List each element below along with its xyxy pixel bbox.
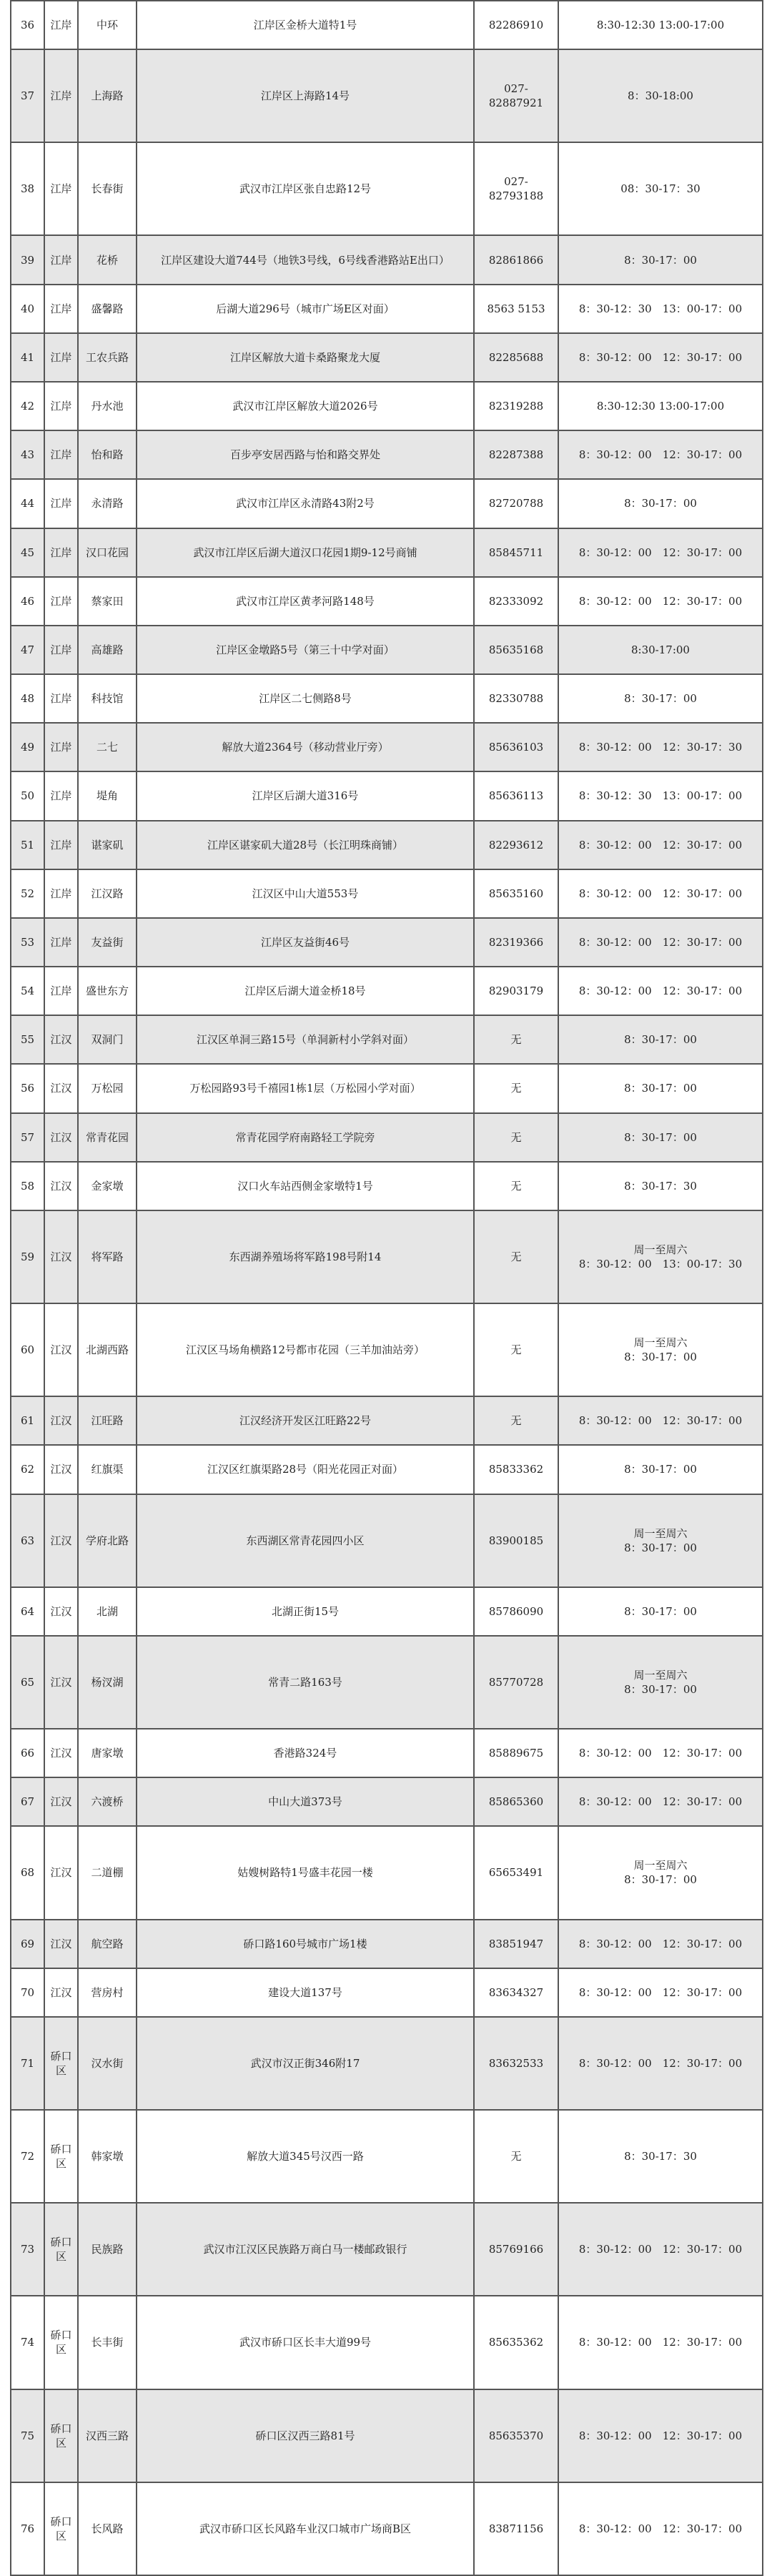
cell-business-hours: 8:30-12:30 13:00-17:00 [558,382,763,430]
cell-row-number: 59 [11,1210,44,1303]
cell-phone: 65653491 [474,1826,558,1919]
cell-branch-name: 杨汊湖 [78,1636,137,1729]
table-row [11,382,763,430]
cell-row-number: 50 [11,771,44,820]
cell-address: 解放大道345号汉西一路 [137,2110,474,2203]
cell-branch-name: 韩家墩 [78,2110,137,2203]
cell-row-number: 47 [11,626,44,674]
cell-branch-name: 万松园 [78,1064,137,1112]
cell-row-number: 45 [11,528,44,577]
cell-district: 硚口区 [44,2389,78,2482]
cell-district: 江岸 [44,142,78,235]
cell-district: 硚口区 [44,2110,78,2203]
table-row [11,430,763,479]
cell-row-number: 48 [11,674,44,723]
cell-address: 硚口路160号城市广场1楼 [137,1920,474,1968]
table-row [11,918,763,967]
cell-address: 姑嫂树路特1号盛丰花园一楼 [137,1826,474,1919]
cell-phone: 85889675 [474,1729,558,1777]
cell-branch-name: 长风路 [78,2482,137,2575]
cell-row-number: 71 [11,2017,44,2110]
cell-address: 武汉市江岸区解放大道2026号 [137,382,474,430]
cell-address: 后湖大道296号（城市广场E区对面） [137,285,474,333]
table-row [11,49,763,142]
cell-address: 江岸区解放大道卡桑路聚龙大厦 [137,333,474,382]
cell-business-hours: 8：30-17：00 [558,479,763,528]
branch-table [10,0,763,2576]
cell-business-hours: 8：30-12：00 12：30-17：00 [558,2017,763,2110]
cell-branch-name: 江汉路 [78,869,137,918]
table-row [11,479,763,528]
table-row [11,1445,763,1494]
cell-branch-name: 学府北路 [78,1494,137,1587]
cell-business-hours: 8：30-12：00 12：30-17：00 [558,2296,763,2389]
table-row [11,723,763,771]
table-row [11,2203,763,2296]
cell-phone: 85769166 [474,2203,558,2296]
cell-business-hours: 8：30-17：00 [558,1113,763,1162]
table-row [11,1968,763,2017]
cell-phone: 无 [474,1210,558,1303]
cell-branch-name: 永清路 [78,479,137,528]
cell-business-hours: 8：30-12：00 12：30-17：00 [558,1968,763,2017]
cell-district: 江岸 [44,430,78,479]
cell-branch-name: 汉西三路 [78,2389,137,2482]
cell-district: 江汉 [44,1210,78,1303]
cell-phone: 无 [474,2110,558,2203]
cell-business-hours: 周一至周六 8：30-17：00 [558,1494,763,1587]
table-row [11,967,763,1015]
cell-row-number: 52 [11,869,44,918]
table-row [11,1636,763,1729]
cell-branch-name: 盛馨路 [78,285,137,333]
cell-business-hours: 8：30-12：00 12：30-17：00 [558,430,763,479]
cell-district: 江汉 [44,1113,78,1162]
table-row [11,1162,763,1210]
cell-row-number: 73 [11,2203,44,2296]
cell-address: 建设大道137号 [137,1968,474,2017]
cell-business-hours: 8：30-12：00 12：30-17：00 [558,2389,763,2482]
table-row [11,1015,763,1064]
table-row [11,285,763,333]
cell-address: 武汉市江岸区黄孝河路148号 [137,577,474,626]
cell-branch-name: 汉口花园 [78,528,137,577]
cell-address: 武汉市汉正街346附17 [137,2017,474,2110]
cell-district: 江岸 [44,285,78,333]
cell-district: 江岸 [44,577,78,626]
table-row [11,821,763,869]
cell-business-hours: 8：30-17：00 [558,674,763,723]
cell-branch-name: 高雄路 [78,626,137,674]
cell-row-number: 75 [11,2389,44,2482]
table-row [11,2482,763,2575]
cell-row-number: 43 [11,430,44,479]
cell-district: 江岸 [44,479,78,528]
cell-row-number: 62 [11,1445,44,1494]
cell-phone: 85635362 [474,2296,558,2389]
cell-branch-name: 工农兵路 [78,333,137,382]
cell-address: 江岸区友益街46号 [137,918,474,967]
cell-district: 江岸 [44,723,78,771]
cell-phone: 85636113 [474,771,558,820]
cell-address: 汉口火车站西侧金家墩特1号 [137,1162,474,1210]
cell-branch-name: 金家墩 [78,1162,137,1210]
cell-business-hours: 8:30-12:30 13:00-17:00 [558,1,763,49]
cell-row-number: 49 [11,723,44,771]
cell-branch-name: 谌家矶 [78,821,137,869]
cell-business-hours: 8：30-12：00 12：30-17：00 [558,1920,763,1968]
cell-phone: 82319366 [474,918,558,967]
cell-business-hours: 8：30-12：00 12：30-17：00 [558,918,763,967]
cell-row-number: 67 [11,1777,44,1826]
cell-phone: 85636103 [474,723,558,771]
table-row [11,1729,763,1777]
cell-branch-name: 怡和路 [78,430,137,479]
cell-business-hours: 8：30-12：00 12：30-17：00 [558,821,763,869]
cell-district: 江汉 [44,1303,78,1396]
cell-business-hours: 8：30-17：00 [558,1015,763,1064]
table-row [11,2110,763,2203]
cell-address: 武汉市江岸区永清路43附2号 [137,479,474,528]
cell-address: 江岸区后湖大道金桥18号 [137,967,474,1015]
cell-address: 常青二路163号 [137,1636,474,1729]
cell-business-hours: 8：30-12：00 12：30-17：00 [558,869,763,918]
table-row [11,2017,763,2110]
cell-phone: 无 [474,1015,558,1064]
cell-district: 江岸 [44,967,78,1015]
cell-phone: 82293612 [474,821,558,869]
cell-phone: 85865360 [474,1777,558,1826]
cell-branch-name: 唐家墩 [78,1729,137,1777]
cell-phone: 82286910 [474,1,558,49]
cell-phone: 027-82793188 [474,142,558,235]
cell-business-hours: 8：30-12：00 12：30-17：00 [558,2203,763,2296]
cell-branch-name: 六渡桥 [78,1777,137,1826]
table-row [11,1777,763,1826]
cell-business-hours: 8：30-12：30 13：00-17：00 [558,771,763,820]
cell-row-number: 68 [11,1826,44,1919]
cell-phone: 027-82887921 [474,49,558,142]
cell-district: 硚口区 [44,2017,78,2110]
table-row [11,674,763,723]
table-row [11,333,763,382]
cell-phone: 85833362 [474,1445,558,1494]
table-row [11,142,763,235]
cell-row-number: 70 [11,1968,44,2017]
cell-business-hours: 8：30-17：30 [558,1162,763,1210]
cell-district: 江汉 [44,1162,78,1210]
cell-business-hours: 08：30-17：30 [558,142,763,235]
cell-phone: 83851947 [474,1920,558,1968]
cell-address: 江汉区单洞三路15号（单洞新村小学斜对面） [137,1015,474,1064]
cell-row-number: 42 [11,382,44,430]
table-row [11,1587,763,1636]
cell-row-number: 56 [11,1064,44,1112]
cell-branch-name: 江旺路 [78,1396,137,1445]
cell-district: 江岸 [44,821,78,869]
cell-address: 江汉区红旗渠路28号（阳光花园正对面） [137,1445,474,1494]
cell-address: 常青花园学府南路轻工学院旁 [137,1113,474,1162]
cell-phone: 82330788 [474,674,558,723]
cell-branch-name: 民族路 [78,2203,137,2296]
cell-phone: 无 [474,1113,558,1162]
cell-address: 中山大道373号 [137,1777,474,1826]
cell-row-number: 74 [11,2296,44,2389]
cell-phone: 85635370 [474,2389,558,2482]
cell-phone: 82285688 [474,333,558,382]
cell-row-number: 41 [11,333,44,382]
cell-address: 北湖正街15号 [137,1587,474,1636]
cell-business-hours: 8：30-17：30 [558,2110,763,2203]
cell-district: 硚口区 [44,2203,78,2296]
cell-branch-name: 蔡家田 [78,577,137,626]
cell-district: 江汉 [44,1015,78,1064]
cell-address: 武汉市江岸区后湖大道汉口花园1期9-12号商铺 [137,528,474,577]
table-row [11,1113,763,1162]
cell-branch-name: 花桥 [78,235,137,284]
cell-district: 江岸 [44,382,78,430]
cell-business-hours: 8：30-17：00 [558,1587,763,1636]
table-row [11,577,763,626]
cell-address: 香港路324号 [137,1729,474,1777]
cell-address: 江岸区二七侧路8号 [137,674,474,723]
cell-row-number: 69 [11,1920,44,1968]
cell-business-hours: 8：30-12：00 12：30-17：00 [558,1396,763,1445]
cell-business-hours: 8：30-17：00 [558,1445,763,1494]
cell-district: 江岸 [44,626,78,674]
cell-branch-name: 长春街 [78,142,137,235]
cell-phone: 82287388 [474,430,558,479]
cell-branch-name: 双洞门 [78,1015,137,1064]
cell-row-number: 64 [11,1587,44,1636]
cell-phone: 82903179 [474,967,558,1015]
cell-business-hours: 8：30-12：30 13：00-17：00 [558,285,763,333]
cell-branch-name: 二道棚 [78,1826,137,1919]
cell-address: 江汉区马场角横路12号都市花园（三羊加油站旁） [137,1303,474,1396]
cell-district: 江岸 [44,869,78,918]
cell-row-number: 40 [11,285,44,333]
cell-row-number: 53 [11,918,44,967]
cell-phone: 83634327 [474,1968,558,2017]
cell-row-number: 72 [11,2110,44,2203]
cell-row-number: 36 [11,1,44,49]
cell-branch-name: 堤角 [78,771,137,820]
cell-branch-name: 营房村 [78,1968,137,2017]
cell-branch-name: 中环 [78,1,137,49]
cell-district: 江汉 [44,1445,78,1494]
cell-business-hours: 周一至周六 8：30-17：00 [558,1826,763,1919]
cell-branch-name: 北湖 [78,1587,137,1636]
cell-address: 百步亭安居西路与怡和路交界处 [137,430,474,479]
table-row [11,1210,763,1303]
cell-phone: 83632533 [474,2017,558,2110]
cell-district: 江岸 [44,235,78,284]
table-row [11,869,763,918]
cell-address: 武汉市江岸区张自忠路12号 [137,142,474,235]
table-body [11,1,763,2575]
cell-phone: 85770728 [474,1636,558,1729]
cell-address: 武汉市硚口区长风路车业汉口城市广场商B区 [137,2482,474,2575]
cell-district: 硚口区 [44,2482,78,2575]
cell-address: 江汉经济开发区江旺路22号 [137,1396,474,1445]
cell-district: 江岸 [44,918,78,967]
cell-row-number: 76 [11,2482,44,2575]
table-row [11,1396,763,1445]
table-row [11,528,763,577]
cell-district: 江汉 [44,1396,78,1445]
cell-branch-name: 汉水街 [78,2017,137,2110]
cell-row-number: 61 [11,1396,44,1445]
cell-district: 江汉 [44,1968,78,2017]
cell-phone: 85635168 [474,626,558,674]
cell-phone: 无 [474,1064,558,1112]
cell-row-number: 46 [11,577,44,626]
cell-address: 东西湖区常青花园四小区 [137,1494,474,1587]
cell-business-hours: 8：30-17：00 [558,1064,763,1112]
cell-branch-name: 将军路 [78,1210,137,1303]
cell-district: 江汉 [44,1826,78,1919]
table-row [11,2296,763,2389]
cell-branch-name: 科技馆 [78,674,137,723]
cell-branch-name: 上海路 [78,49,137,142]
cell-branch-name: 航空路 [78,1920,137,1968]
cell-address: 解放大道2364号（移动营业厅旁） [137,723,474,771]
cell-business-hours: 8：30-17：00 [558,235,763,284]
cell-address: 江岸区谌家矶大道28号（长江明珠商铺） [137,821,474,869]
table-row [11,2389,763,2482]
cell-row-number: 54 [11,967,44,1015]
cell-district: 江汉 [44,1494,78,1587]
cell-phone: 82720788 [474,479,558,528]
cell-branch-name: 丹水池 [78,382,137,430]
cell-address: 江岸区金桥大道特1号 [137,1,474,49]
cell-phone: 无 [474,1396,558,1445]
cell-district: 江岸 [44,771,78,820]
cell-business-hours: 周一至周六 8：30-17：00 [558,1636,763,1729]
cell-district: 江汉 [44,1064,78,1112]
table-row [11,1826,763,1919]
table-row [11,1303,763,1396]
cell-business-hours: 8：30-12：00 12：30-17：00 [558,967,763,1015]
cell-phone: 8563 5153 [474,285,558,333]
cell-row-number: 63 [11,1494,44,1587]
cell-row-number: 60 [11,1303,44,1396]
cell-branch-name: 北湖西路 [78,1303,137,1396]
cell-phone: 无 [474,1162,558,1210]
cell-row-number: 57 [11,1113,44,1162]
cell-address: 万松园路93号千禧园1栋1层（万松园小学对面） [137,1064,474,1112]
cell-row-number: 39 [11,235,44,284]
cell-district: 江岸 [44,333,78,382]
cell-phone: 无 [474,1303,558,1396]
table-row [11,1494,763,1587]
table-row [11,1920,763,1968]
cell-row-number: 44 [11,479,44,528]
cell-district: 江汉 [44,1587,78,1636]
cell-district: 江汉 [44,1777,78,1826]
cell-row-number: 65 [11,1636,44,1729]
cell-phone: 85845711 [474,528,558,577]
table-row [11,1064,763,1112]
cell-branch-name: 二七 [78,723,137,771]
cell-district: 江汉 [44,1920,78,1968]
cell-address: 武汉市江汉区民族路万商白马一楼邮政银行 [137,2203,474,2296]
cell-district: 硚口区 [44,2296,78,2389]
table-row [11,771,763,820]
cell-row-number: 51 [11,821,44,869]
cell-district: 江岸 [44,528,78,577]
cell-branch-name: 盛世东方 [78,967,137,1015]
cell-row-number: 38 [11,142,44,235]
cell-branch-name: 红旗渠 [78,1445,137,1494]
table-row [11,626,763,674]
cell-row-number: 55 [11,1015,44,1064]
cell-address: 江岸区后湖大道316号 [137,771,474,820]
cell-business-hours: 8：30-12：00 12：30-17：30 [558,723,763,771]
cell-district: 江岸 [44,1,78,49]
table-row [11,235,763,284]
cell-business-hours: 8：30-12：00 12：30-17：00 [558,2482,763,2575]
cell-phone: 85786090 [474,1587,558,1636]
cell-address: 江汉区中山大道553号 [137,869,474,918]
cell-business-hours: 8：30-12：00 12：30-17：00 [558,333,763,382]
cell-business-hours: 8：30-12：00 12：30-17：00 [558,577,763,626]
cell-address: 江岸区上海路14号 [137,49,474,142]
cell-business-hours: 周一至周六 8：30-17：00 [558,1303,763,1396]
cell-district: 江岸 [44,674,78,723]
table-row [11,1,763,49]
cell-address: 武汉市硚口区长丰大道99号 [137,2296,474,2389]
cell-business-hours: 周一至周六 8：30-12：00 13：00-17：30 [558,1210,763,1303]
cell-branch-name: 常青花园 [78,1113,137,1162]
cell-phone: 85635160 [474,869,558,918]
cell-address: 硚口区汉西三路81号 [137,2389,474,2482]
cell-district: 江汉 [44,1729,78,1777]
cell-branch-name: 长丰街 [78,2296,137,2389]
cell-branch-name: 友益街 [78,918,137,967]
cell-address: 东西湖养殖场将军路198号附14 [137,1210,474,1303]
cell-business-hours: 8：30-12：00 12：30-17：00 [558,1777,763,1826]
cell-business-hours: 8：30-12：00 12：30-17：00 [558,1729,763,1777]
cell-district: 江汉 [44,1636,78,1729]
cell-row-number: 37 [11,49,44,142]
cell-row-number: 58 [11,1162,44,1210]
cell-address: 江岸区金墩路5号（第三十中学对面） [137,626,474,674]
cell-phone: 82319288 [474,382,558,430]
cell-phone: 83900185 [474,1494,558,1587]
cell-business-hours: 8：30-12：00 12：30-17：00 [558,528,763,577]
cell-business-hours: 8:30-17:00 [558,626,763,674]
cell-address: 江岸区建设大道744号（地铁3号线，6号线香港路站E出口） [137,235,474,284]
cell-row-number: 66 [11,1729,44,1777]
cell-phone: 82861866 [474,235,558,284]
cell-district: 江岸 [44,49,78,142]
cell-business-hours: 8：30-18:00 [558,49,763,142]
cell-phone: 83871156 [474,2482,558,2575]
cell-phone: 82333092 [474,577,558,626]
